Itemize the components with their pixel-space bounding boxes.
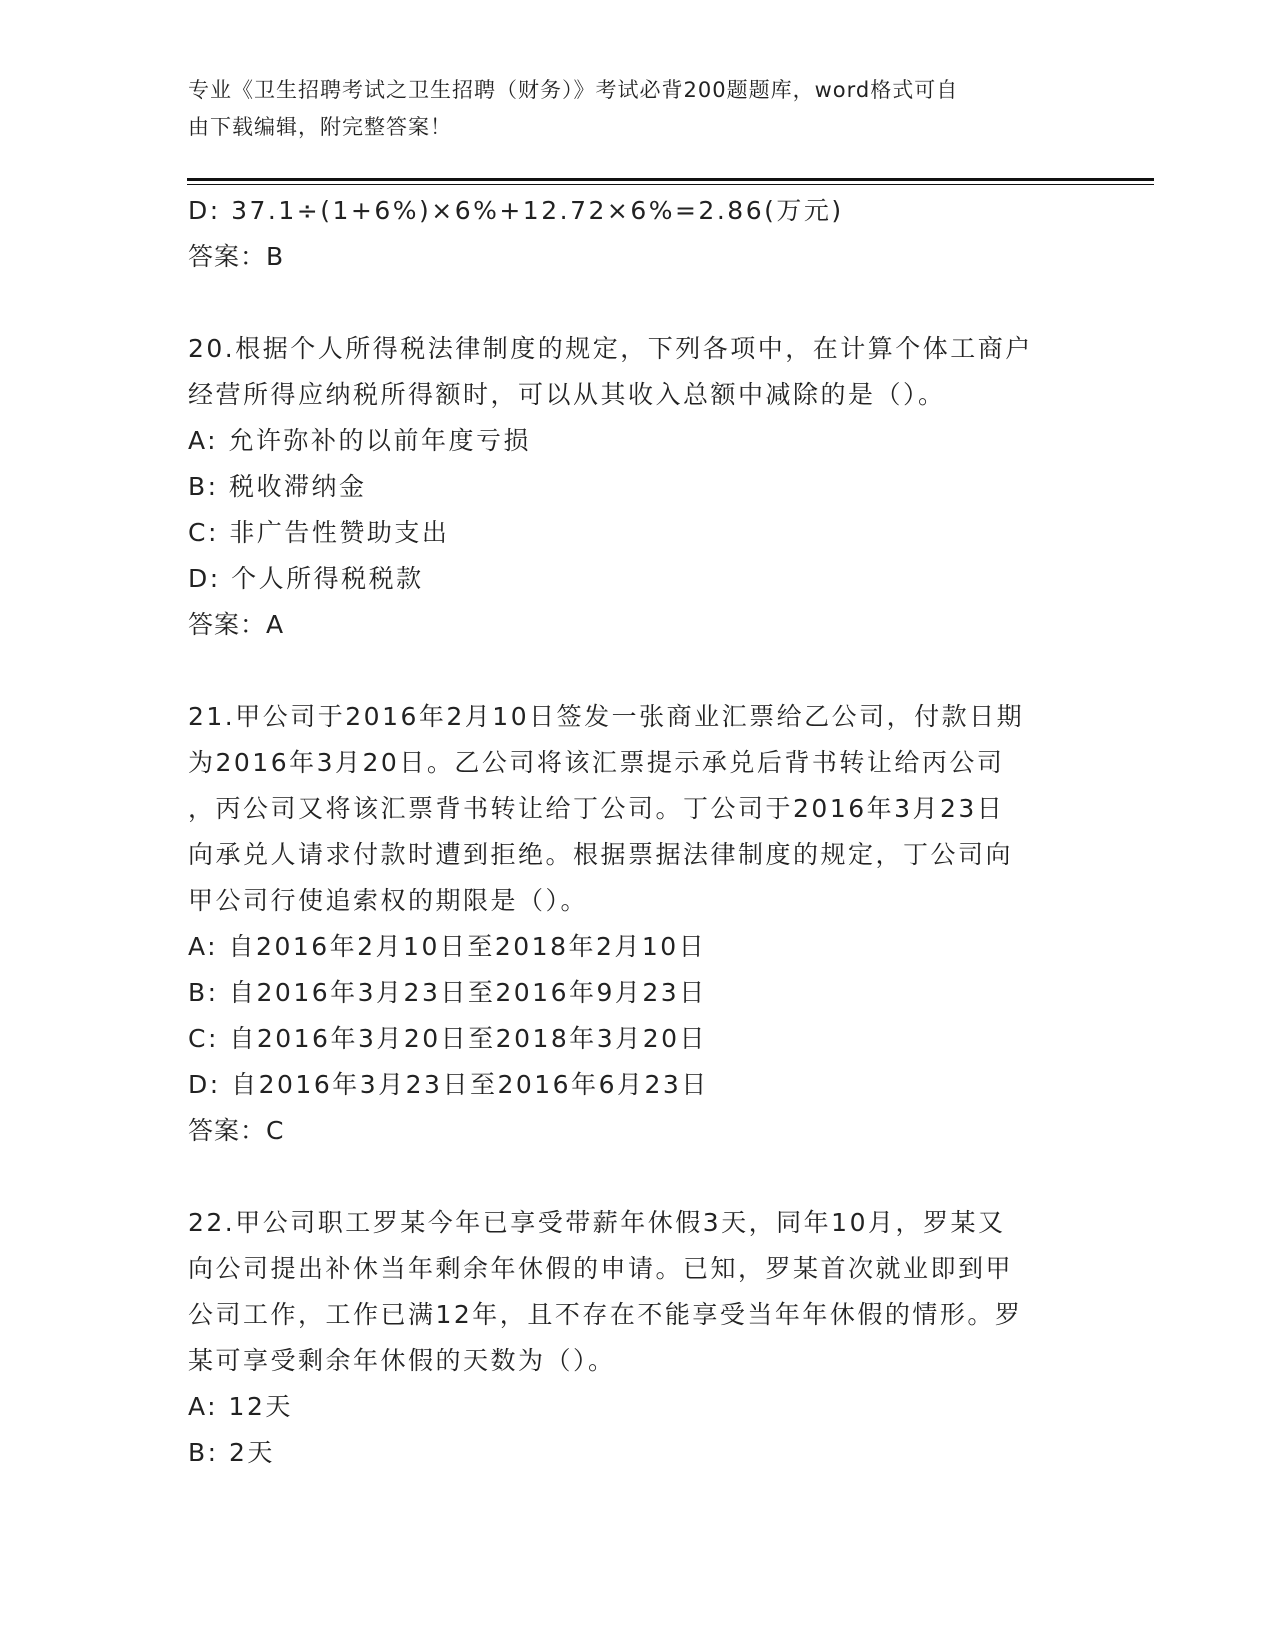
header-line-2: 由下载编辑，附完整答案！ (188, 115, 452, 139)
question-text-line: 21.甲公司于2016年2月10日签发一张商业汇票给乙公司，付款日期 (188, 702, 1025, 731)
option-c: C: 非广告性赞助支出 (188, 518, 450, 547)
question-21 (188, 694, 1088, 1154)
question-22 (188, 1200, 1088, 1476)
option-d: D: 自2016年3月23日至2016年6月23日 (188, 1070, 709, 1099)
question-text-line: 向公司提出补休当年剩余年休假的申请。已知，罗某首次就业即到甲 (188, 1254, 1014, 1283)
option-b: B: 税收滞纳金 (188, 472, 367, 501)
question-text-line: ，丙公司又将该汇票背书转让给丁公司。丁公司于2016年3月23日 (188, 794, 1005, 823)
question-list (188, 188, 1088, 1476)
spacer (188, 280, 1088, 326)
question-text-line: 22.甲公司职工罗某今年已享受带薪年休假3天，同年10月，罗某又 (188, 1208, 1006, 1237)
spacer (188, 648, 1088, 694)
question-text-line: 公司工作，工作已满12年，且不存在不能享受当年年休假的情形。罗 (188, 1300, 1023, 1329)
option-b: B: 自2016年3月23日至2016年9月23日 (188, 978, 707, 1007)
option-d: D: 个人所得税税款 (188, 564, 424, 593)
question-text-line: 20.根据个人所得税法律制度的规定，下列各项中，在计算个体工商户 (188, 334, 1033, 363)
header-divider-thick (187, 178, 1154, 181)
answer: 答案：A (188, 610, 285, 639)
answer: 答案：C (188, 1116, 285, 1145)
page-header (188, 72, 1068, 146)
option-a: A: 自2016年2月10日至2018年2月10日 (188, 932, 707, 961)
question-text-line: 某可享受剩余年休假的天数为（）。 (188, 1346, 616, 1375)
spacer (188, 1154, 1088, 1200)
question-text-line: 为2016年3月20日。乙公司将该汇票提示承兑后背书转让给丙公司 (188, 748, 1005, 777)
question-text-line: 向承兑人请求付款时遭到拒绝。根据票据法律制度的规定，丁公司向 (188, 840, 1014, 869)
option-a: A: 允许弥补的以前年度亏损 (188, 426, 532, 455)
question-text-line: 甲公司行使追索权的期限是（）。 (188, 886, 589, 915)
option-c: C: 自2016年3月20日至2018年3月20日 (188, 1024, 708, 1053)
question-text-line: 经营所得应纳税所得额时，可以从其收入总额中减除的是（）。 (188, 380, 946, 409)
header-divider-thin (187, 184, 1154, 185)
previous-question-tail (188, 188, 1088, 280)
header-line-1: 专业《卫生招聘考试之卫生招聘（财务）》考试必背200题题库，word格式可自 (188, 78, 959, 102)
question-20 (188, 326, 1088, 648)
option-d: D: 37.1÷(1+6%)×6%+12.72×6%=2.86(万元) (188, 196, 844, 225)
option-b: B: 2天 (188, 1438, 275, 1467)
answer: 答案：B (188, 242, 285, 271)
option-a: A: 12天 (188, 1392, 293, 1421)
